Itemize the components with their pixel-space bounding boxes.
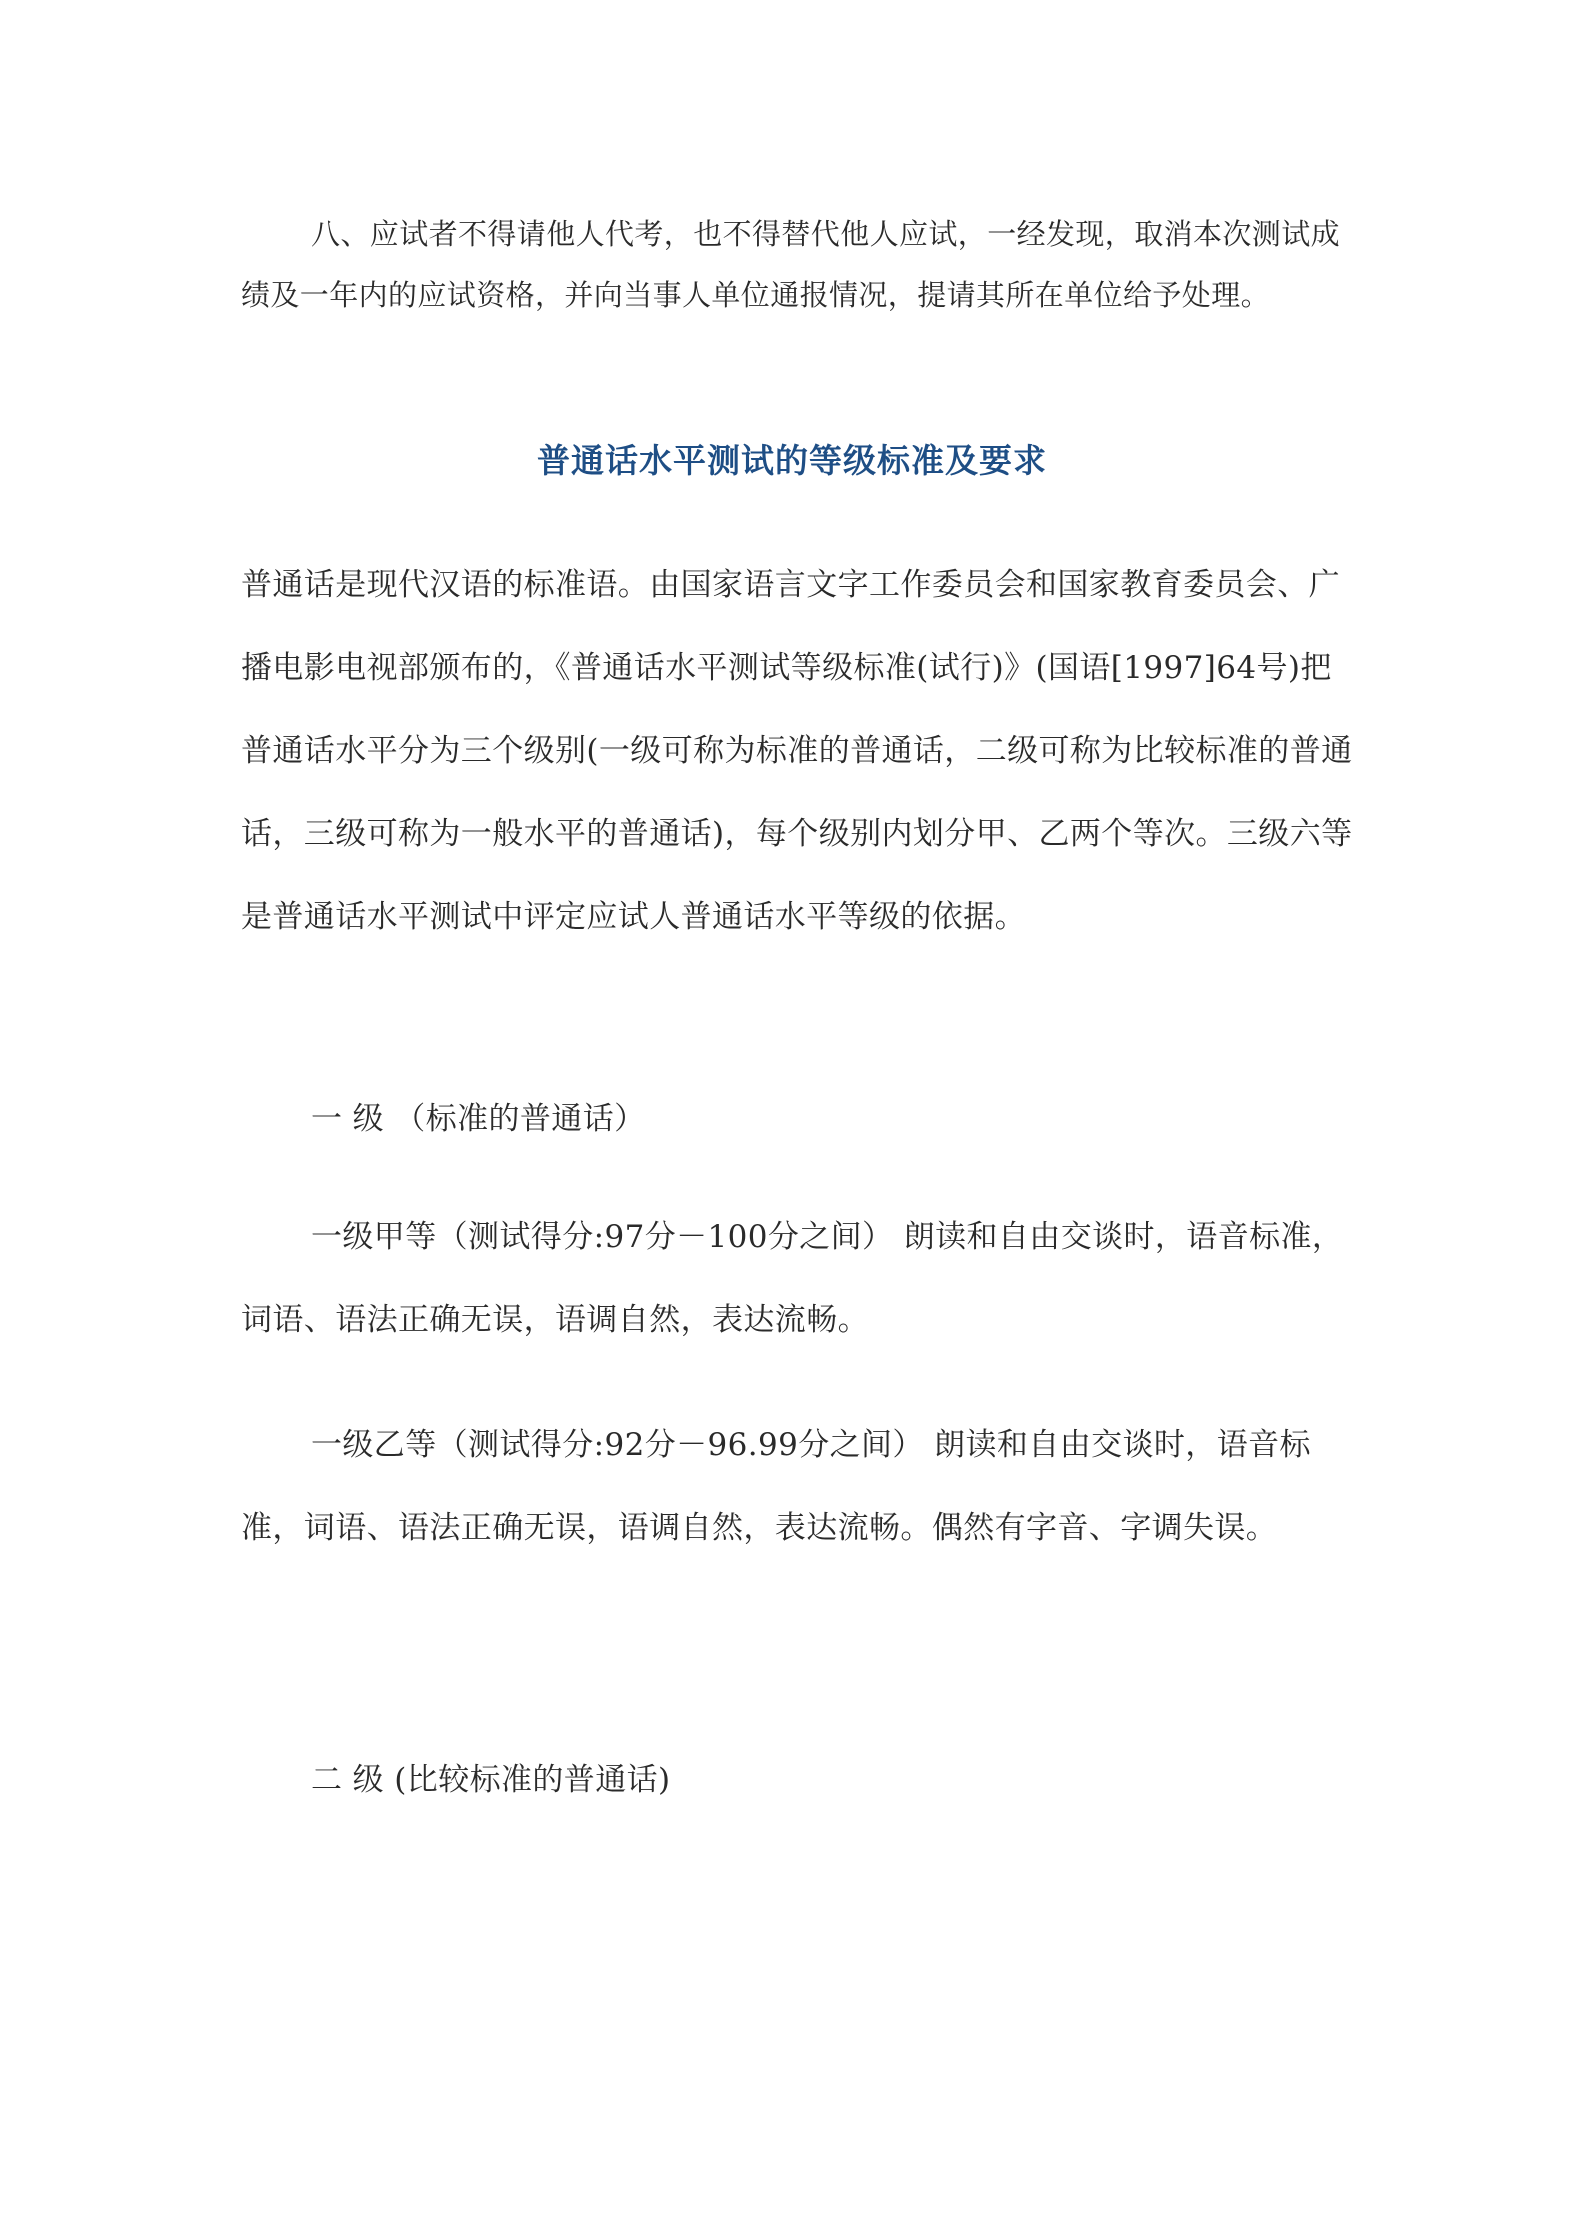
level-one-b-paragraph: 一级乙等（测试得分:92分－96.99分之间） 朗读和自由交谈时，语音标准，词语、语法正确无误，语调自然，表达流畅。偶然有字音、字调失误。: [241, 1427, 1311, 1546]
section-title: 普通话水平测试的等级标准及要求: [537, 441, 1047, 480]
level-one-heading: 一 级 （标准的普通话）: [311, 1101, 646, 1137]
intro-paragraph: 普通话是现代汉语的标准语。由国家语言文字工作委员会和国家教育委员会、广播电影电视部颁布的，《普通话水平测试等级标准(试行)》(国语[1997]64号)把普通话水平分为三个级别(一级可称为标准的普通话，二级可称为比较标准的普通话，三级可称为一般水平的普通话)，每个级别内划分甲、乙两个等次。三级六等是普通话水平测试中评定应试人普通话水平等级的依据。: [241, 567, 1353, 935]
level-two-heading: 二 级 (比较标准的普通话): [311, 1762, 671, 1798]
rule-item-eight: 八、应试者不得请他人代考，也不得替代他人应试，一经发现，取消本次测试成绩及一年内的应试资格，并向当事人单位通报情况，提请其所在单位给予处理。: [241, 217, 1341, 312]
level-one-a-paragraph: 一级甲等（测试得分:97分－100分之间） 朗读和自由交谈时，语音标准，词语、语法正确无误，语调自然，表达流畅。: [241, 1219, 1344, 1338]
